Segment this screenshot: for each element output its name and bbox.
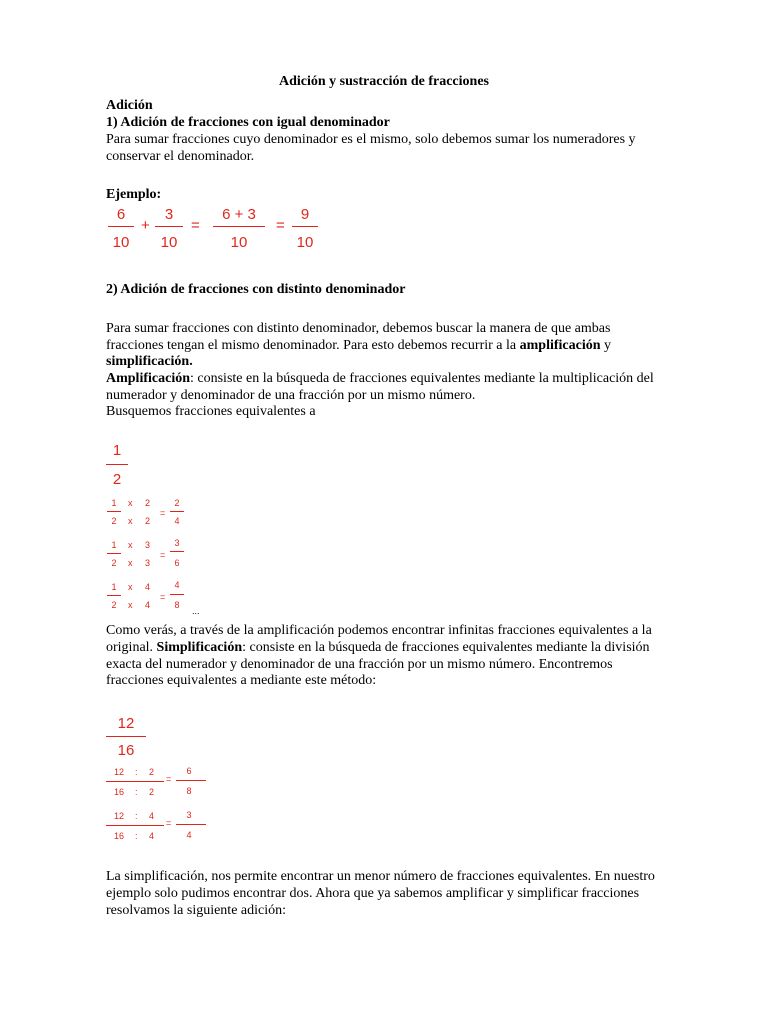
operator: : — [135, 767, 138, 777]
paragraph-line: Busquemos fracciones equivalentes a — [106, 404, 316, 419]
paragraph-line: La simplificación, nos permite encontrar un menor número de fracciones equivalentes. En nuestro — [106, 869, 655, 884]
row-numerator: 4 — [174, 580, 180, 590]
fraction-bar — [107, 595, 121, 596]
equals-sign: = — [160, 550, 166, 560]
divisor: 2 — [149, 767, 155, 777]
text-run: : consiste en la búsqueda de fracciones equivalentes mediante la división — [242, 640, 650, 655]
row-denominator: 2 — [111, 558, 117, 568]
paragraph-line: Para sumar fracciones con distinto denominador, debemos buscar la manera de que ambas — [106, 321, 611, 336]
factor: 4 — [145, 600, 151, 610]
factor: 2 — [145, 516, 151, 526]
fraction-bar — [176, 780, 206, 781]
row-denominator: 2 — [111, 516, 117, 526]
fraction-denominator: 2 — [112, 471, 122, 488]
row-numerator: 1 — [111, 582, 117, 592]
factor: 3 — [145, 540, 151, 550]
row-denominator: 4 — [186, 830, 192, 840]
fraction-denominator: 16 — [117, 742, 135, 759]
fraction-denominator: 10 — [296, 234, 314, 251]
paragraph-line — [106, 337, 611, 354]
fraction-bar — [107, 511, 121, 512]
operator: x — [128, 516, 133, 526]
fraction-bar — [106, 464, 128, 465]
fraction-bar — [213, 226, 265, 227]
paragraph-line: resolvamos la siguiente adición: — [106, 903, 287, 918]
fraction-numerator: 6 + 3 — [222, 206, 256, 223]
row-numerator: 1 — [111, 498, 117, 508]
paragraph-line: ejemplo solo pudimos encontrar dos. Ahora que ya sabemos amplificar y simplificar fracciones — [106, 886, 640, 901]
equals-sign: = — [166, 818, 172, 828]
equals-sign: = — [166, 774, 172, 784]
paragraph-line: numerador y denominador de una fracción por un mismo número. — [106, 388, 476, 403]
text-run: fracciones tengan el mismo denominador. Para esto debemos recurrir a la — [106, 338, 520, 353]
plus-sign: + — [141, 217, 150, 234]
row-numerator: 2 — [174, 498, 180, 508]
operator: : — [135, 831, 138, 841]
row-denominator: 16 — [113, 831, 124, 841]
row-numerator: 3 — [174, 538, 180, 548]
fraction-numerator: 6 — [116, 206, 126, 223]
ejemplo-label: Ejemplo: — [106, 187, 162, 202]
row-numerator: 12 — [113, 811, 124, 821]
factor: 3 — [145, 558, 151, 568]
row-denominator: 6 — [174, 558, 180, 568]
paragraph-line — [106, 639, 650, 656]
text-run: y — [600, 338, 612, 353]
factor: 2 — [145, 498, 151, 508]
fraction-bar — [170, 551, 184, 552]
fraction-bar — [108, 226, 134, 227]
fraction-bar — [107, 553, 121, 554]
fraction-numerator: 12 — [117, 715, 135, 732]
text-run: : consiste en la búsqueda de fracciones equivalentes mediante la multiplicación del — [190, 371, 654, 386]
bold-term: Amplificación — [106, 371, 190, 386]
factor: 4 — [145, 582, 151, 592]
operator: x — [128, 540, 133, 550]
fraction-bar — [170, 594, 184, 595]
row-numerator: 12 — [113, 767, 124, 777]
bold-term: simplificación. — [106, 354, 193, 369]
paragraph-line — [106, 370, 654, 387]
row-denominator: 2 — [111, 600, 117, 610]
section-heading-adicion: Adición — [106, 98, 153, 113]
paragraph-line: exacta del numerador y denominador de una fracción por un mismo número. Encontremos — [106, 657, 613, 672]
fraction-numerator: 3 — [164, 206, 174, 223]
row-numerator: 3 — [186, 810, 192, 820]
fraction-bar — [292, 226, 318, 227]
fraction-bar — [155, 226, 183, 227]
row-numerator: 1 — [111, 540, 117, 550]
operator: : — [135, 811, 138, 821]
fraction-numerator: 9 — [300, 206, 310, 223]
equals-sign: = — [160, 592, 166, 602]
row-denominator: 8 — [174, 600, 180, 610]
fraction-denominator: 10 — [160, 234, 178, 251]
divisor: 4 — [149, 831, 155, 841]
fraction-denominator: 10 — [230, 234, 248, 251]
fraction-denominator: 10 — [112, 234, 130, 251]
bold-term: amplificación — [519, 338, 601, 353]
fraction-bar — [176, 824, 206, 825]
divisor: 2 — [149, 787, 155, 797]
paragraph-line: fracciones equivalentes a mediante este método: — [106, 673, 377, 688]
operator: x — [128, 582, 133, 592]
fraction-bar — [106, 825, 164, 826]
operator: x — [128, 558, 133, 568]
equals-sign: = — [160, 508, 166, 518]
document-title: Adición y sustracción de fracciones — [279, 74, 489, 89]
paragraph-line: Como verás, a través de la amplificación podemos encontrar infinitas fracciones equivalentes a la — [106, 623, 652, 638]
subheading-distinto-denominador: 2) Adición de fracciones con distinto denominador — [106, 282, 406, 297]
ellipsis: ... — [192, 606, 200, 616]
row-denominator: 16 — [113, 787, 124, 797]
equals-sign: = — [191, 217, 200, 234]
row-denominator: 4 — [174, 516, 180, 526]
divisor: 4 — [149, 811, 155, 821]
paragraph-line: Para sumar fracciones cuyo denominador es el mismo, solo debemos sumar los numeradores y — [106, 132, 636, 147]
operator: x — [128, 600, 133, 610]
fraction-bar — [106, 736, 146, 737]
fraction-bar — [170, 511, 184, 512]
paragraph-line: conservar el denominador. — [106, 149, 255, 164]
operator: : — [135, 787, 138, 797]
fraction-bar — [106, 781, 164, 782]
subheading-igual-denominador: 1) Adición de fracciones con igual denominador — [106, 115, 390, 130]
equals-sign: = — [276, 217, 285, 234]
operator: x — [128, 498, 133, 508]
fraction-numerator: 1 — [112, 442, 122, 459]
bold-term: Simplificación — [156, 640, 243, 655]
text-run: original. — [106, 640, 157, 655]
row-denominator: 8 — [186, 786, 192, 796]
row-numerator: 6 — [186, 766, 192, 776]
